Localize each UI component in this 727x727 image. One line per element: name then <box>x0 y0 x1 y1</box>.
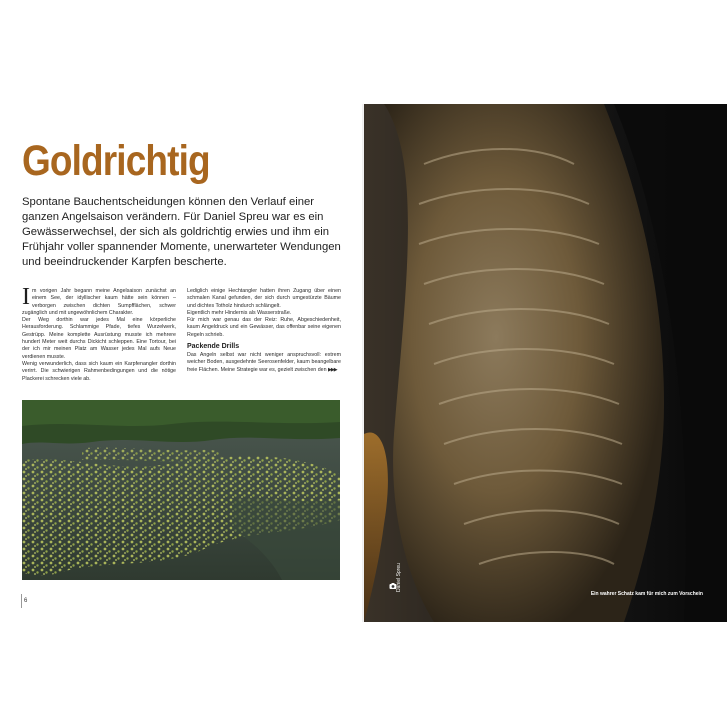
article-lead: Spontane Bauchentscheidungen können den Verlauf einer ganzen Angelsaison verändern. Für Daniel Spreu war es ein Gewässerwechsel, der sich als goldrichtig erwies und ihm ein Frühjahr voller spannender Momente, unerwarteter Wendungen und beeindruckender Karpfen bescherte. <box>22 196 341 268</box>
aerial-lake-photo <box>22 400 340 580</box>
paragraph: Wenig verwunderlich, dass sich kaum ein Karpfenangler dorthin verirrt. Die schwierigen Rahmenbedingungen und die nötige Plackerei schrecken viele ab. <box>22 360 176 382</box>
paragraph: Der Weg dorthin war jedes Mal eine körperliche Herausforderung. Schlammige Pfade, tiefes Wurzelwerk, Gestrüpp. Meine komplette Ausrüstung musste ich mehrere hundert Meter weit durchs Dickicht schleppen. Eine Tortour, bei der ich mir meinen Platz am Wasser jedes Mal aufs Neue verdienen musste. <box>22 317 176 360</box>
paragraph: Im vorigen Jahr begann meine Angelsaison zunächst an einem See, der idyllischer kaum hätte sein können – verborgen zwischen dichten Sumpfflächen, schwer zugänglich und mit ungewöhnlichem Charakter. <box>22 284 176 316</box>
paragraph: Das Angeln selbst war nicht weniger anspruchsvoll: extrem weicher Boden, ausgedehnte Seerosenfelder, kaum beangelbare freie Flächen. Meine Strategie war es, gezielt zwischen den ▶▶▶ <box>187 352 341 373</box>
magazine-spread <box>0 104 727 622</box>
paragraph: Lediglich einige Hechtangler hatten ihren Zugang über einen schmalen Kanal gefunden, der sich durch umgestürzte Bäume und dichtes Totholz hindurch schlängelt. <box>187 288 341 309</box>
spine-gutter <box>362 104 366 622</box>
subheading: Packende Drills <box>187 343 240 351</box>
carp-closeup-photo <box>364 104 727 622</box>
text-column-right <box>187 288 341 374</box>
left-page <box>0 104 364 622</box>
paragraph: Für mich war genau das der Reiz: Ruhe, Abgeschiedenheit, kaum Angeldruck und ein Gewässer, das offenbar seine eigenen Regeln schrieb. <box>187 317 341 338</box>
photo-caption: Ein wahrer Schatz kam für mich zum Vorschein <box>590 591 703 597</box>
right-page <box>364 104 727 622</box>
photo-credit: Daniel Spreu <box>396 563 402 592</box>
continue-arrows-icon: ▶▶▶ <box>328 366 337 373</box>
article-title: Goldrichtig <box>22 137 210 185</box>
paragraph: Eigentlich mehr Hindernis als Wasserstraße. <box>187 309 292 316</box>
page-number: 6 <box>24 598 28 604</box>
text-column-left <box>22 284 176 383</box>
page-number-divider <box>21 594 22 608</box>
drop-cap: I <box>22 284 30 310</box>
